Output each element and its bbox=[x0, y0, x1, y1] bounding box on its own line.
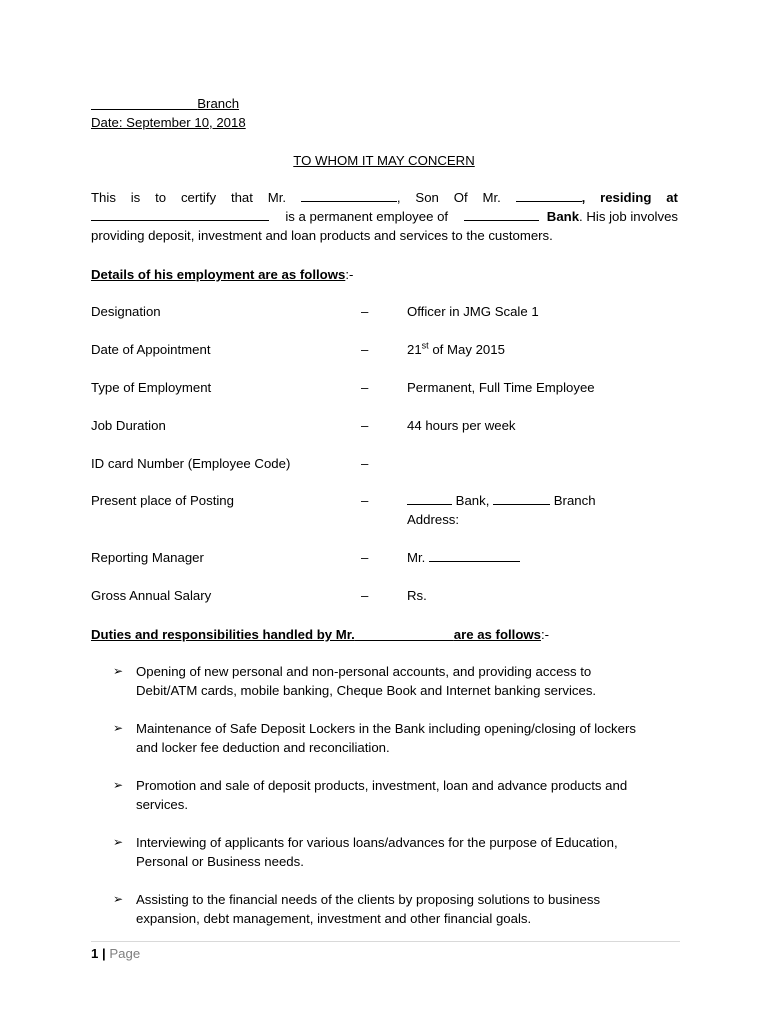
detail-row-id-card: ID card Number (Employee Code) – bbox=[91, 456, 369, 471]
footer-separator: | bbox=[102, 946, 106, 961]
letter-page: Branch Date: September 10, 2018 TO WHOM IT MAY CONCERN This is to certify that Mr. , Son Of Mr. , residing at is a permanent employee of Bank. His job involves providing deposit, investment and loan products and services to the customers. Details of his employment are as follows:- Designation – Officer in JMG Scale 1 Date of Appointment – 21st of May 2015 Type of Employment – Permanent, Full Time Employee Job Duration – 44 hours per week ID card Number (Employee Code) – Present place of Posting – Bank, Branch Address: Reporting Manager – Mr. Gross Annual Salary – Rs. Duties and responsibilities handled by Mr. are as follows:- ➢ Opening of new personal and non-personal accounts, and providing access to Debit/ATM cards, mobile banking, Cheque Book and Internet banking services. ➢ Maintenance of Safe Deposit Lockers in the Bank including opening/closing of lockers and locker fee deduction and reconciliation. ➢ Promotion and sale of deposit products, investment, loan and advance products and services. ➢ Interviewing of applicants for various loans/advances for the purpose of Education, Personal or Business needs. ➢ Assisting to the financial needs of the clients by proposing solutions to business expansion, debt management, investment and other financial goals. 1 | Page bbox=[0, 0, 768, 1024]
page-number: 1 bbox=[91, 946, 99, 961]
arrow-bullet-icon: ➢ bbox=[113, 664, 124, 678]
father-name-blank bbox=[516, 188, 582, 202]
intro-line-3: providing deposit, investment and loan products and services to the customers. bbox=[91, 228, 553, 243]
branch-blank bbox=[91, 96, 197, 111]
date-line: Date: September 10, 2018 bbox=[91, 115, 246, 130]
detail-row-job-duration: Job Duration – 44 hours per week bbox=[91, 418, 516, 433]
arrow-bullet-icon: ➢ bbox=[113, 721, 124, 735]
footer-divider bbox=[91, 941, 680, 942]
intro-line-2: is a permanent employee of Bank. His job involves bbox=[91, 207, 678, 226]
address-blank bbox=[91, 207, 269, 221]
letter-title: TO WHOM IT MAY CONCERN bbox=[293, 153, 475, 168]
branch-label: Branch bbox=[197, 96, 240, 111]
arrow-bullet-icon: ➢ bbox=[113, 778, 124, 792]
page-footer bbox=[91, 944, 140, 963]
detail-row-posting: Present place of Posting – Bank, Branch Address: bbox=[91, 493, 596, 527]
page-label: Page bbox=[109, 946, 141, 961]
posting-bank-blank bbox=[407, 491, 452, 505]
detail-row-employment-type: Type of Employment – Permanent, Full Time Employee bbox=[91, 380, 595, 395]
details-heading: Details of his employment are as follows:- bbox=[91, 267, 354, 282]
branch-line bbox=[91, 94, 239, 113]
detail-row-reporting-manager: Reporting Manager – Mr. bbox=[91, 548, 691, 567]
intro-paragraph bbox=[91, 188, 678, 245]
bank-name-blank bbox=[464, 207, 539, 221]
arrow-bullet-icon: ➢ bbox=[113, 835, 124, 849]
detail-row-designation: Designation – Officer in JMG Scale 1 bbox=[91, 304, 539, 319]
employee-name-blank bbox=[301, 188, 397, 202]
detail-row-appointment-date: Date of Appointment – 21st of May 2015 bbox=[91, 340, 505, 357]
manager-name-blank bbox=[429, 548, 520, 562]
intro-line-1: This is to certify that Mr. , Son Of Mr. , residing at bbox=[91, 190, 678, 205]
duties-heading: Duties and responsibilities handled by Mr. are as follows:- bbox=[91, 627, 550, 642]
posting-branch-blank bbox=[493, 491, 550, 505]
detail-row-gross-salary: Gross Annual Salary – Rs. bbox=[91, 588, 427, 603]
arrow-bullet-icon: ➢ bbox=[113, 892, 124, 906]
